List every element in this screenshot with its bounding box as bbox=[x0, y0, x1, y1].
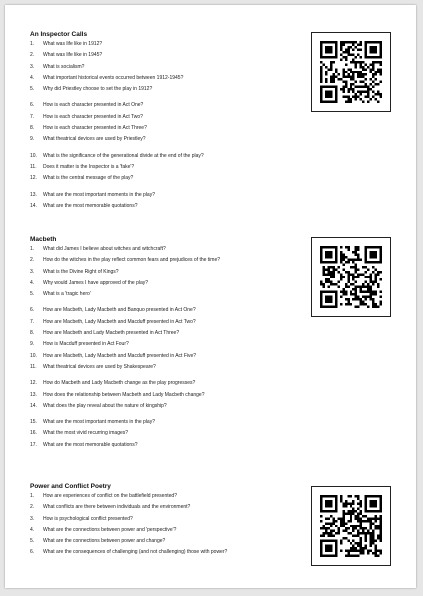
question-text: What is the significance of the generational divide at the end of the play? bbox=[43, 152, 204, 159]
question-text: Why did Priestley choose to set the play in 1912? bbox=[43, 86, 153, 93]
question-item bbox=[30, 538, 290, 549]
question-item bbox=[30, 246, 290, 257]
question-number: 8. bbox=[30, 330, 35, 337]
qr-code-icon bbox=[320, 495, 382, 557]
question-item bbox=[30, 392, 290, 403]
question-text: How are Macbeth and Lady Macbeth presented in Act Three? bbox=[43, 330, 180, 337]
question-text: How does the relationship between Macbeth and Lady Macbeth change? bbox=[43, 391, 205, 398]
question-number: 5. bbox=[30, 86, 35, 93]
question-item bbox=[30, 153, 290, 164]
section-macbeth bbox=[30, 236, 290, 453]
question-number: 3. bbox=[30, 63, 35, 70]
question-list bbox=[30, 246, 290, 453]
question-number: 13. bbox=[30, 391, 37, 398]
question-item bbox=[30, 527, 290, 538]
question-item bbox=[30, 75, 290, 86]
section-title: Power and Conflict Poetry bbox=[30, 483, 111, 490]
question-item bbox=[30, 257, 290, 268]
question-item bbox=[30, 419, 290, 430]
question-item bbox=[30, 52, 290, 63]
question-number: 14. bbox=[30, 202, 37, 209]
question-number: 10. bbox=[30, 352, 37, 359]
question-number: 2. bbox=[30, 257, 35, 264]
question-item bbox=[30, 269, 290, 280]
question-text: What are the most important moments in the play? bbox=[43, 419, 155, 426]
question-list bbox=[30, 493, 290, 561]
question-text: What theatrical devices are used by Shakespeare? bbox=[43, 363, 156, 370]
question-item bbox=[30, 353, 290, 364]
question-number: 6. bbox=[30, 307, 35, 314]
section-power-conflict-poetry bbox=[30, 483, 290, 561]
question-text: What are the most important moments in the play? bbox=[43, 191, 155, 198]
question-number: 15. bbox=[30, 419, 37, 426]
question-item bbox=[30, 125, 290, 136]
question-item bbox=[30, 136, 290, 147]
qr-code-inspector-calls[interactable] bbox=[311, 32, 391, 112]
question-text: What important historical events occurred between 1912-1945? bbox=[43, 74, 184, 81]
question-text: How is each character presented in Act Three? bbox=[43, 125, 147, 132]
question-text: What does the play reveal about the nature of kingship? bbox=[43, 402, 167, 409]
question-number: 7. bbox=[30, 113, 35, 120]
question-text: What did James I believe about witches and witchcraft? bbox=[43, 246, 166, 252]
question-number: 6. bbox=[30, 549, 35, 556]
question-number: 5. bbox=[30, 291, 35, 298]
question-list bbox=[30, 41, 290, 214]
question-text: What are the most memorable quotations? bbox=[43, 202, 138, 209]
question-text: What are the connections between power and 'perspective'? bbox=[43, 526, 177, 533]
question-text: What theatrical devices are used by Priestley? bbox=[43, 136, 146, 143]
question-text: Does it matter is the Inspector is a 'fake'? bbox=[43, 163, 135, 170]
question-item bbox=[30, 549, 290, 560]
question-item bbox=[30, 403, 290, 414]
section-title: An Inspector Calls bbox=[30, 31, 88, 38]
question-item bbox=[30, 319, 290, 330]
question-item bbox=[30, 175, 290, 186]
question-number: 10. bbox=[30, 152, 37, 159]
question-item bbox=[30, 442, 290, 453]
question-text: What the most vivid recurring images? bbox=[43, 430, 129, 437]
question-number: 4. bbox=[30, 279, 35, 286]
question-text: What are the most memorable quotations? bbox=[43, 441, 138, 448]
question-number: 1. bbox=[30, 246, 35, 252]
question-item bbox=[30, 307, 290, 318]
question-item bbox=[30, 330, 290, 341]
qr-code-icon bbox=[320, 41, 382, 103]
question-number: 5. bbox=[30, 538, 35, 545]
question-text: What is socialism? bbox=[43, 63, 85, 70]
qr-code-icon bbox=[320, 246, 382, 308]
question-text: What are the consequences of challenging (and not challenging) those with power? bbox=[43, 549, 228, 556]
question-item bbox=[30, 504, 290, 515]
question-number: 17. bbox=[30, 441, 37, 448]
question-text: How are Macbeth, Lady Macbeth and Macduff presented in Act Two? bbox=[43, 318, 196, 325]
question-item bbox=[30, 102, 290, 113]
question-number: 3. bbox=[30, 268, 35, 275]
question-text: How are experiences of conflict on the battlefield presented? bbox=[43, 493, 177, 499]
question-text: Why would James I have approved of the play? bbox=[43, 279, 149, 286]
document-page bbox=[5, 5, 416, 588]
question-item bbox=[30, 341, 290, 352]
question-text: How is psychological conflict presented? bbox=[43, 515, 133, 522]
question-text: What is the Divine Right of Kings? bbox=[43, 268, 119, 275]
question-item bbox=[30, 41, 290, 52]
question-number: 14. bbox=[30, 402, 37, 409]
section-title: Macbeth bbox=[30, 236, 57, 243]
question-text: How are Macbeth, Lady Macbeth and Macduff presented in Act Five? bbox=[43, 352, 197, 359]
section-inspector-calls bbox=[30, 31, 290, 214]
question-number: 16. bbox=[30, 430, 37, 437]
question-item bbox=[30, 430, 290, 441]
question-number: 11. bbox=[30, 363, 37, 370]
question-text: What conflicts are there between individuals and the environment? bbox=[43, 504, 191, 511]
question-number: 9. bbox=[30, 136, 35, 143]
question-item bbox=[30, 86, 290, 97]
question-text: What are the connections between power and change? bbox=[43, 538, 166, 545]
question-text: What is the central message of the play? bbox=[43, 175, 134, 182]
question-item bbox=[30, 164, 290, 175]
question-number: 2. bbox=[30, 504, 35, 511]
question-number: 3. bbox=[30, 515, 35, 522]
question-number: 4. bbox=[30, 526, 35, 533]
question-item bbox=[30, 380, 290, 391]
question-number: 8. bbox=[30, 125, 35, 132]
question-number: 11. bbox=[30, 163, 37, 170]
question-text: How do Macbeth and Lady Macbeth change as the play progresses? bbox=[43, 380, 196, 387]
question-item bbox=[30, 114, 290, 125]
question-number: 6. bbox=[30, 102, 35, 109]
question-item bbox=[30, 291, 290, 302]
question-text: How are Macbeth, Lady Macbeth and Banquo presented in Act One? bbox=[43, 307, 196, 314]
question-number: 1. bbox=[30, 41, 35, 47]
question-text: How do the witches in the play reflect common fears and prejudices of the time? bbox=[43, 257, 221, 264]
question-number: 9. bbox=[30, 341, 35, 348]
question-text: What was life like in 1912? bbox=[43, 41, 103, 47]
question-number: 7. bbox=[30, 318, 35, 325]
question-item bbox=[30, 280, 290, 291]
question-item bbox=[30, 516, 290, 527]
question-text: What is a 'tragic hero' bbox=[43, 291, 91, 298]
question-item bbox=[30, 203, 290, 214]
qr-code-poetry[interactable] bbox=[311, 486, 391, 566]
question-number: 13. bbox=[30, 191, 37, 198]
question-text: How is Macduff presented in Act Four? bbox=[43, 341, 129, 348]
question-item bbox=[30, 64, 290, 75]
question-text: How is each character presented in Act One? bbox=[43, 102, 144, 109]
question-number: 12. bbox=[30, 175, 37, 182]
question-number: 2. bbox=[30, 52, 35, 59]
question-text: What was life like in 1945? bbox=[43, 52, 103, 59]
question-number: 4. bbox=[30, 74, 35, 81]
qr-code-macbeth[interactable] bbox=[311, 237, 391, 317]
question-item bbox=[30, 493, 290, 504]
question-item bbox=[30, 364, 290, 375]
question-number: 1. bbox=[30, 493, 35, 499]
question-text: How is each character presented in Act Two? bbox=[43, 113, 143, 120]
question-item bbox=[30, 192, 290, 203]
question-number: 12. bbox=[30, 380, 37, 387]
